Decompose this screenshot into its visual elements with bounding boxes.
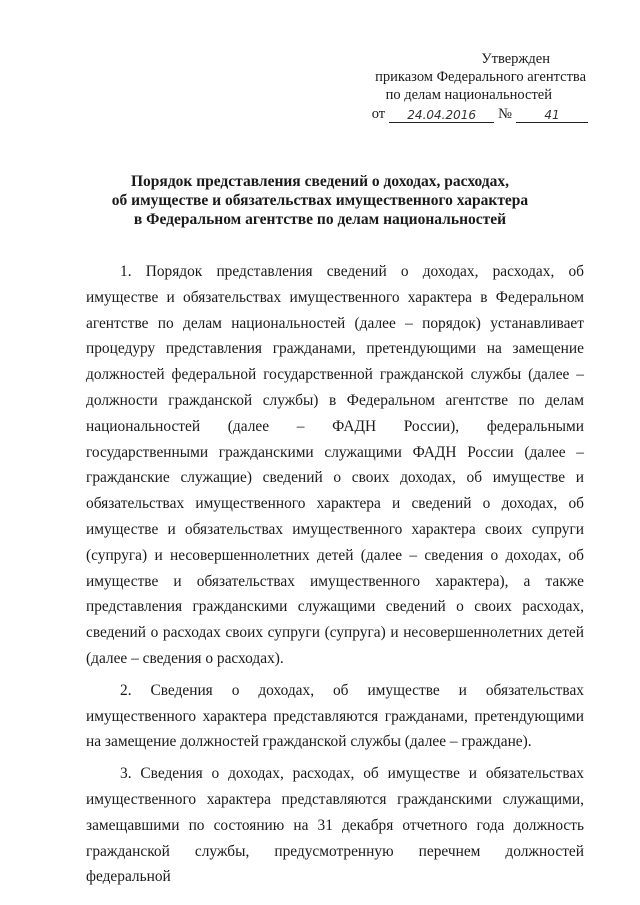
paragraph-2: 2. Сведения о доходах, об имуществе и обязательствах имущественного характера представляются гражданами, претендующими на замещение должностей гражданской службы (далее – граждане). [86, 681, 584, 751]
paragraph-1: 1. Порядок представления сведений о доходах, расходах, об имуществе и обязательствах имущественного характера в Федеральном агентстве по делам национальностей (далее – порядок) устанавливает процедуру представления гражданами, претендующими на замещение должностей федеральной государственной гражданской службы (далее – должности гражданской службы) в Федеральном агентстве по делам национальностей (далее – ФАДН России), федеральными государственными гражданскими служащими ФАДН России (далее – гражданские служащие) сведений о своих доходах, об имуществе и обязательствах имущественного характера и сведений о доходах, об имуществе и обязательствах имущественного характера своих супруги (супруга) и несовершеннолетних детей (далее – сведения о доходах, об имуществе и обязательствах имущественного характера), а также представления гражданскими служащими сведений о своих расходах, сведений о расходах своих супруги (супруга) и несовершеннолетних детей (далее – сведения о расходах). [86, 263, 584, 667]
paragraph-3: 3. Сведения о доходах, расходах, об имуществе и обязательствах имущественного характера представляются гражданскими служащими, замещавшими по состоянию на 31 декабря отчетного года должность гражданской службы, предусмотренную перечнем должностей федеральной [86, 765, 584, 886]
title-line-2: об имуществе и обязательствах имущественного характера [111, 192, 529, 209]
approval-stamp [360, 50, 600, 123]
handwritten-date [389, 106, 494, 123]
handwritten-number-text: 41 [544, 108, 560, 122]
number-label: № [498, 106, 512, 122]
approval-order-line: приказом Федерального агентства [375, 69, 586, 85]
handwritten-number [516, 106, 588, 123]
title-line-3: в Федеральном агентстве по делам национальностей [133, 211, 507, 228]
approval-date-number-row [360, 105, 600, 123]
date-prefix: от [371, 106, 386, 122]
approval-agency-line: по делам национальностей [385, 87, 552, 103]
approval-heading: Утвержден [481, 51, 550, 67]
document-body [86, 259, 584, 896]
document-title [0, 172, 640, 229]
title-line-1: Порядок представления сведений о доходах, расходах, [131, 173, 509, 190]
handwritten-date-text: 24.04.2016 [407, 108, 477, 122]
